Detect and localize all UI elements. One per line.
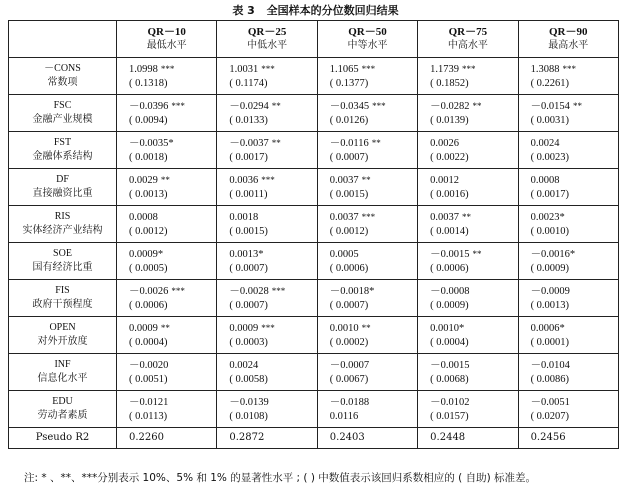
table-row [9, 169, 619, 206]
value-cell [317, 243, 417, 280]
coefficient-value: 0.0037 [329, 211, 359, 223]
table-row [9, 132, 619, 169]
coefficient [430, 321, 517, 336]
coefficient-value: 0.0023* [530, 211, 565, 223]
coefficient-value: 1.1065 [329, 63, 359, 75]
significance-stars: *** [372, 100, 386, 111]
standard-error: ( 0.0004) [430, 336, 469, 348]
significance-stars: *** [462, 63, 476, 74]
value-cell [518, 243, 618, 280]
standard-error: ( 0.0009) [430, 299, 469, 311]
standard-error: ( 0.0001) [530, 336, 570, 348]
variable-cell [9, 206, 117, 243]
coefficient [430, 358, 517, 373]
coefficient [531, 62, 618, 77]
value-cell [217, 391, 317, 428]
col-header [317, 21, 417, 58]
standard-error: ( 0.0004) [129, 336, 168, 348]
coefficient-value: －0.0035* [129, 137, 174, 149]
table-title: 全国样本的分位数回归结果 [266, 4, 399, 17]
col-header [117, 21, 217, 58]
value-cell [418, 280, 518, 317]
value-cell [117, 169, 217, 206]
col-label: 中等水平 [347, 40, 388, 51]
coefficient [330, 173, 417, 188]
value-cell [117, 317, 217, 354]
coefficient-value: －0.0037 [229, 137, 269, 149]
standard-error: ( 0.0058) [229, 373, 268, 385]
coefficient [129, 321, 216, 336]
value-cell [518, 317, 618, 354]
standard-error: ( 0.0068) [430, 373, 469, 385]
variable-code: －CONS [44, 63, 81, 74]
value-cell [518, 354, 618, 391]
coefficient [129, 173, 216, 188]
col-code: QR－10 [147, 26, 186, 38]
coefficient [330, 395, 417, 410]
value-cell [117, 58, 217, 95]
coefficient-value: －0.0016* [530, 248, 576, 260]
variable-code: DF [56, 174, 69, 185]
coefficient [531, 395, 618, 410]
coefficient-value: 0.0024 [229, 359, 259, 371]
coefficient [531, 284, 618, 299]
standard-error: ( 0.0094) [129, 114, 168, 126]
variable-code: FST [53, 137, 72, 148]
significance-stars: *** [361, 211, 376, 222]
standard-error: ( 0.0003) [229, 336, 268, 348]
variable-cell [9, 354, 117, 391]
value-cell [317, 317, 417, 354]
standard-error: ( 0.0018) [129, 151, 168, 163]
standard-error: ( 0.0113) [129, 410, 168, 422]
coefficient [129, 62, 216, 77]
standard-error: ( 0.0012) [329, 225, 369, 237]
standard-error: ( 0.0006) [329, 262, 369, 274]
pseudo-r2-value: 0.2456 [518, 428, 618, 449]
header-row [9, 21, 619, 58]
coefficient [330, 358, 417, 373]
standard-error: ( 0.0157) [430, 410, 469, 422]
col-header [518, 21, 618, 58]
standard-error: ( 0.0051) [129, 373, 168, 385]
variable-code: EDU [52, 396, 73, 407]
variable-cell [9, 243, 117, 280]
coefficient [229, 173, 316, 188]
significance-stars: ** [361, 174, 371, 185]
variable-code: RIS [54, 211, 71, 222]
standard-error: ( 0.0139) [430, 114, 469, 126]
coefficient [531, 247, 618, 262]
significance-stars: ** [361, 322, 371, 333]
value-cell [418, 206, 518, 243]
coefficient [129, 358, 216, 373]
variable-cell [9, 95, 117, 132]
coefficient [129, 395, 216, 410]
standard-error: ( 0.0086) [530, 373, 570, 385]
coefficient [430, 247, 517, 262]
coefficient-value: 0.0006* [530, 322, 565, 334]
coefficient [229, 247, 316, 262]
table-row [9, 58, 619, 95]
variable-code: FSC [53, 100, 72, 111]
table-row [9, 391, 619, 428]
table-number: 表 3 [232, 4, 255, 17]
coefficient [531, 358, 618, 373]
value-cell [217, 58, 317, 95]
significance-stars: ** [160, 174, 170, 185]
standard-error: ( 0.0015) [329, 188, 369, 200]
coefficient-value: 0.0009* [129, 248, 164, 260]
coefficient-value: －0.0154 [530, 100, 570, 112]
standard-error: ( 0.0006) [129, 299, 168, 311]
variable-cell [9, 58, 117, 95]
value-cell [217, 206, 317, 243]
standard-error: ( 0.0013) [530, 299, 570, 311]
variable-label: 政府干预程度 [32, 299, 93, 310]
coefficient-value: －0.0028 [229, 285, 269, 297]
pseudo-r2-value: 0.2872 [217, 428, 317, 449]
coefficient-value: 0.0029 [129, 174, 158, 186]
pseudo-r2-value: 0.2448 [418, 428, 518, 449]
standard-error: ( 0.0002) [329, 336, 369, 348]
value-cell [117, 95, 217, 132]
coefficient-value: 1.3088 [530, 63, 560, 75]
value-cell [317, 95, 417, 132]
coefficient-value: －0.0007 [329, 359, 370, 371]
variable-cell [9, 391, 117, 428]
standard-error: ( 0.0007) [229, 262, 268, 274]
coefficient [330, 247, 417, 262]
significance-stars: *** [261, 63, 275, 74]
coefficient [430, 99, 517, 114]
significance-stars: *** [361, 63, 376, 74]
value-cell [418, 58, 518, 95]
standard-error: ( 0.0017) [530, 188, 570, 200]
coefficient-value: －0.0139 [229, 396, 269, 408]
variable-code: OPEN [49, 322, 76, 333]
coefficient-value: －0.0018* [329, 285, 375, 297]
coefficient [229, 358, 316, 373]
coefficient-value: －0.0009 [530, 285, 570, 297]
col-code: QR－75 [448, 26, 488, 38]
coefficient [531, 136, 618, 151]
variable-label: 国有经济比重 [32, 262, 93, 273]
value-cell [418, 95, 518, 132]
coefficient [229, 210, 316, 225]
coefficient-value: 0.0013* [229, 248, 264, 260]
standard-error: ( 0.0013) [129, 188, 168, 200]
variable-code: SOE [53, 248, 72, 259]
coefficient [129, 247, 216, 262]
standard-error: ( 0.0010) [530, 225, 570, 237]
standard-error: ( 0.0017) [229, 151, 268, 163]
col-code: QR－50 [348, 26, 387, 38]
value-cell [317, 206, 417, 243]
coefficient-value: 1.0998 [129, 63, 158, 75]
standard-error: ( 0.1174) [229, 77, 268, 89]
coefficient-value: 0.0010* [430, 322, 465, 334]
value-cell [217, 354, 317, 391]
variable-cell [9, 169, 117, 206]
table-note: 注: * 、**、***分别表示 10%、5% 和 1% 的显著性水平 ; ( ) 中数值表示该回归系数相应的 ( 自助) 标准差。 [24, 472, 537, 484]
significance-stars: *** [261, 174, 275, 185]
significance-stars: *** [271, 285, 286, 296]
significance-stars: ** [572, 100, 582, 111]
coefficient [229, 62, 316, 77]
value-cell [317, 132, 417, 169]
standard-error: ( 0.0007) [329, 299, 369, 311]
value-cell [518, 206, 618, 243]
value-cell [518, 280, 618, 317]
coefficient [531, 173, 618, 188]
coefficient-value: －0.0008 [430, 285, 470, 297]
coefficient [430, 210, 517, 225]
coefficient [330, 62, 417, 77]
value-cell [418, 317, 518, 354]
coefficient-value: －0.0104 [530, 359, 570, 371]
value-cell [117, 391, 217, 428]
coefficient-value: －0.0396 [129, 100, 169, 112]
value-cell [317, 280, 417, 317]
value-cell [217, 132, 317, 169]
value-cell [217, 169, 317, 206]
variable-label: 信息化水平 [37, 373, 88, 384]
value-cell [117, 206, 217, 243]
coefficient [229, 136, 316, 151]
standard-error: ( 0.0031) [530, 114, 570, 126]
table-row [9, 95, 619, 132]
coefficient [430, 173, 517, 188]
coefficient-value: －0.0015 [430, 248, 470, 260]
coefficient [531, 210, 618, 225]
standard-error: ( 0.0007) [329, 151, 369, 163]
value-cell [117, 132, 217, 169]
value-cell [217, 280, 317, 317]
table-row [9, 354, 619, 391]
coefficient-value: －0.0051 [530, 396, 570, 408]
standard-error: ( 0.0011) [229, 188, 268, 200]
coefficient-value: －0.0026 [129, 285, 169, 297]
value-cell [117, 243, 217, 280]
standard-error: ( 0.0007) [229, 299, 268, 311]
pseudo-r2-label: Pseudo R2 [9, 428, 117, 449]
standard-error: ( 0.0016) [430, 188, 469, 200]
significance-stars: ** [462, 211, 472, 222]
coefficient-value: 0.0018 [229, 211, 259, 223]
col-label: 中低水平 [247, 40, 288, 51]
coefficient [531, 99, 618, 114]
pseudo-r2-value: 0.2403 [317, 428, 417, 449]
value-cell [217, 317, 317, 354]
standard-error: ( 0.1377) [329, 77, 369, 89]
significance-stars: ** [472, 248, 482, 259]
coefficient [330, 210, 417, 225]
pseudo-r2-value: 0.2260 [117, 428, 217, 449]
coefficient [430, 136, 517, 151]
significance-stars: ** [371, 137, 381, 148]
significance-stars: *** [562, 63, 576, 74]
significance-stars: ** [472, 100, 482, 111]
value-cell [117, 280, 217, 317]
variable-label: 金融产业规模 [32, 114, 93, 125]
standard-error: ( 0.0108) [229, 410, 268, 422]
col-header [217, 21, 317, 58]
value-cell [317, 58, 417, 95]
standard-error: ( 0.0067) [329, 373, 369, 385]
coefficient-value: 0.0010 [329, 322, 359, 334]
coefficient-value: －0.0102 [430, 396, 470, 408]
standard-error: ( 0.0005) [129, 262, 168, 274]
col-label: 最高水平 [548, 40, 589, 51]
coefficient-value: －0.0121 [129, 396, 169, 408]
coefficient-value: 0.0036 [229, 174, 259, 186]
table-row [9, 317, 619, 354]
table-caption [0, 2, 631, 18]
standard-error: ( 0.1852) [430, 77, 469, 89]
standard-error: ( 0.0015) [229, 225, 268, 237]
table-row [9, 280, 619, 317]
standard-error: ( 0.0009) [530, 262, 570, 274]
coefficient [531, 321, 618, 336]
value-cell [418, 391, 518, 428]
value-cell [518, 58, 618, 95]
standard-error: ( 0.0012) [129, 225, 168, 237]
table-row [9, 243, 619, 280]
value-cell [117, 354, 217, 391]
standard-error: ( 0.0023) [530, 151, 570, 163]
value-cell [418, 132, 518, 169]
value-cell [317, 354, 417, 391]
value-cell [418, 243, 518, 280]
standard-error: ( 0.2261) [530, 77, 570, 89]
coefficient [430, 395, 517, 410]
coefficient [229, 395, 316, 410]
value-cell [518, 169, 618, 206]
coefficient [129, 284, 216, 299]
standard-error: ( 0.0014) [430, 225, 469, 237]
variable-label: 金融体系结构 [32, 151, 93, 162]
standard-error: ( 0.1318) [129, 77, 168, 89]
coefficient-value: －0.0294 [229, 100, 269, 112]
coefficient [330, 99, 417, 114]
coefficient-value: －0.0282 [430, 100, 470, 112]
significance-stars: *** [160, 63, 175, 74]
value-cell [418, 354, 518, 391]
coefficient-value: 0.0008 [530, 174, 560, 186]
coefficient [229, 284, 316, 299]
value-cell [217, 95, 317, 132]
table-row [9, 206, 619, 243]
coefficient-value: 0.0024 [530, 137, 560, 149]
standard-error: ( 0.0006) [430, 262, 469, 274]
standard-error: ( 0.0207) [530, 410, 570, 422]
coefficient [430, 62, 517, 77]
pseudo-r2-row [9, 428, 619, 449]
value-cell [418, 169, 518, 206]
coefficient [229, 321, 316, 336]
value-cell [317, 391, 417, 428]
col-header [418, 21, 518, 58]
standard-error: ( 0.0133) [229, 114, 268, 126]
coefficient-value: －0.0020 [129, 359, 169, 371]
significance-stars: ** [271, 137, 281, 148]
coefficient-value: 0.0037 [329, 174, 359, 186]
coefficient [229, 99, 316, 114]
significance-stars: *** [171, 285, 185, 296]
value-cell [518, 391, 618, 428]
variable-cell [9, 317, 117, 354]
coefficient-value: －0.0116 [329, 137, 369, 149]
significance-stars: ** [160, 322, 170, 333]
standard-error: ( 0.0022) [430, 151, 469, 163]
variable-cell [9, 280, 117, 317]
col-label: 最低水平 [146, 40, 187, 51]
coefficient [129, 210, 216, 225]
variable-label: 劳动者素质 [37, 410, 88, 421]
coefficient [129, 99, 216, 114]
coefficient-value: －0.0188 [329, 396, 370, 408]
significance-stars: *** [171, 100, 185, 111]
variable-label: 常数项 [47, 77, 78, 88]
standard-error: 0.0116 [329, 410, 359, 422]
significance-stars: *** [261, 322, 275, 333]
coefficient [129, 136, 216, 151]
value-cell [518, 132, 618, 169]
coefficient-value: －0.0015 [430, 359, 470, 371]
coefficient-value: 0.0012 [430, 174, 460, 186]
coefficient [330, 284, 417, 299]
value-cell [217, 243, 317, 280]
coefficient-value: 0.0005 [329, 248, 359, 260]
variable-label: 实体经济产业结构 [22, 225, 103, 236]
coefficient [430, 284, 517, 299]
standard-error: ( 0.0126) [329, 114, 369, 126]
coefficient-value: 1.0031 [229, 63, 259, 75]
variable-label: 直接融资比重 [32, 188, 93, 199]
col-label: 中高水平 [447, 40, 488, 51]
variable-code: INF [54, 359, 71, 370]
variable-cell [9, 132, 117, 169]
coefficient-value: 0.0009 [129, 322, 158, 334]
col-code: QR－90 [549, 26, 588, 38]
coefficient [330, 321, 417, 336]
variable-code: FIS [55, 285, 70, 296]
value-cell [317, 169, 417, 206]
coefficient [330, 136, 417, 151]
coefficient-value: 1.1739 [430, 63, 460, 75]
coefficient-value: 0.0037 [430, 211, 460, 223]
coefficient-value: 0.0009 [229, 322, 259, 334]
significance-stars: ** [271, 100, 281, 111]
col-code: QR－25 [247, 26, 287, 38]
coefficient-value: －0.0345 [329, 100, 370, 112]
coefficient-value: 0.0026 [430, 137, 460, 149]
header-corner [9, 21, 117, 58]
variable-label: 对外开放度 [37, 336, 88, 347]
regression-table [8, 20, 619, 449]
value-cell [518, 95, 618, 132]
coefficient-value: 0.0008 [129, 211, 158, 223]
